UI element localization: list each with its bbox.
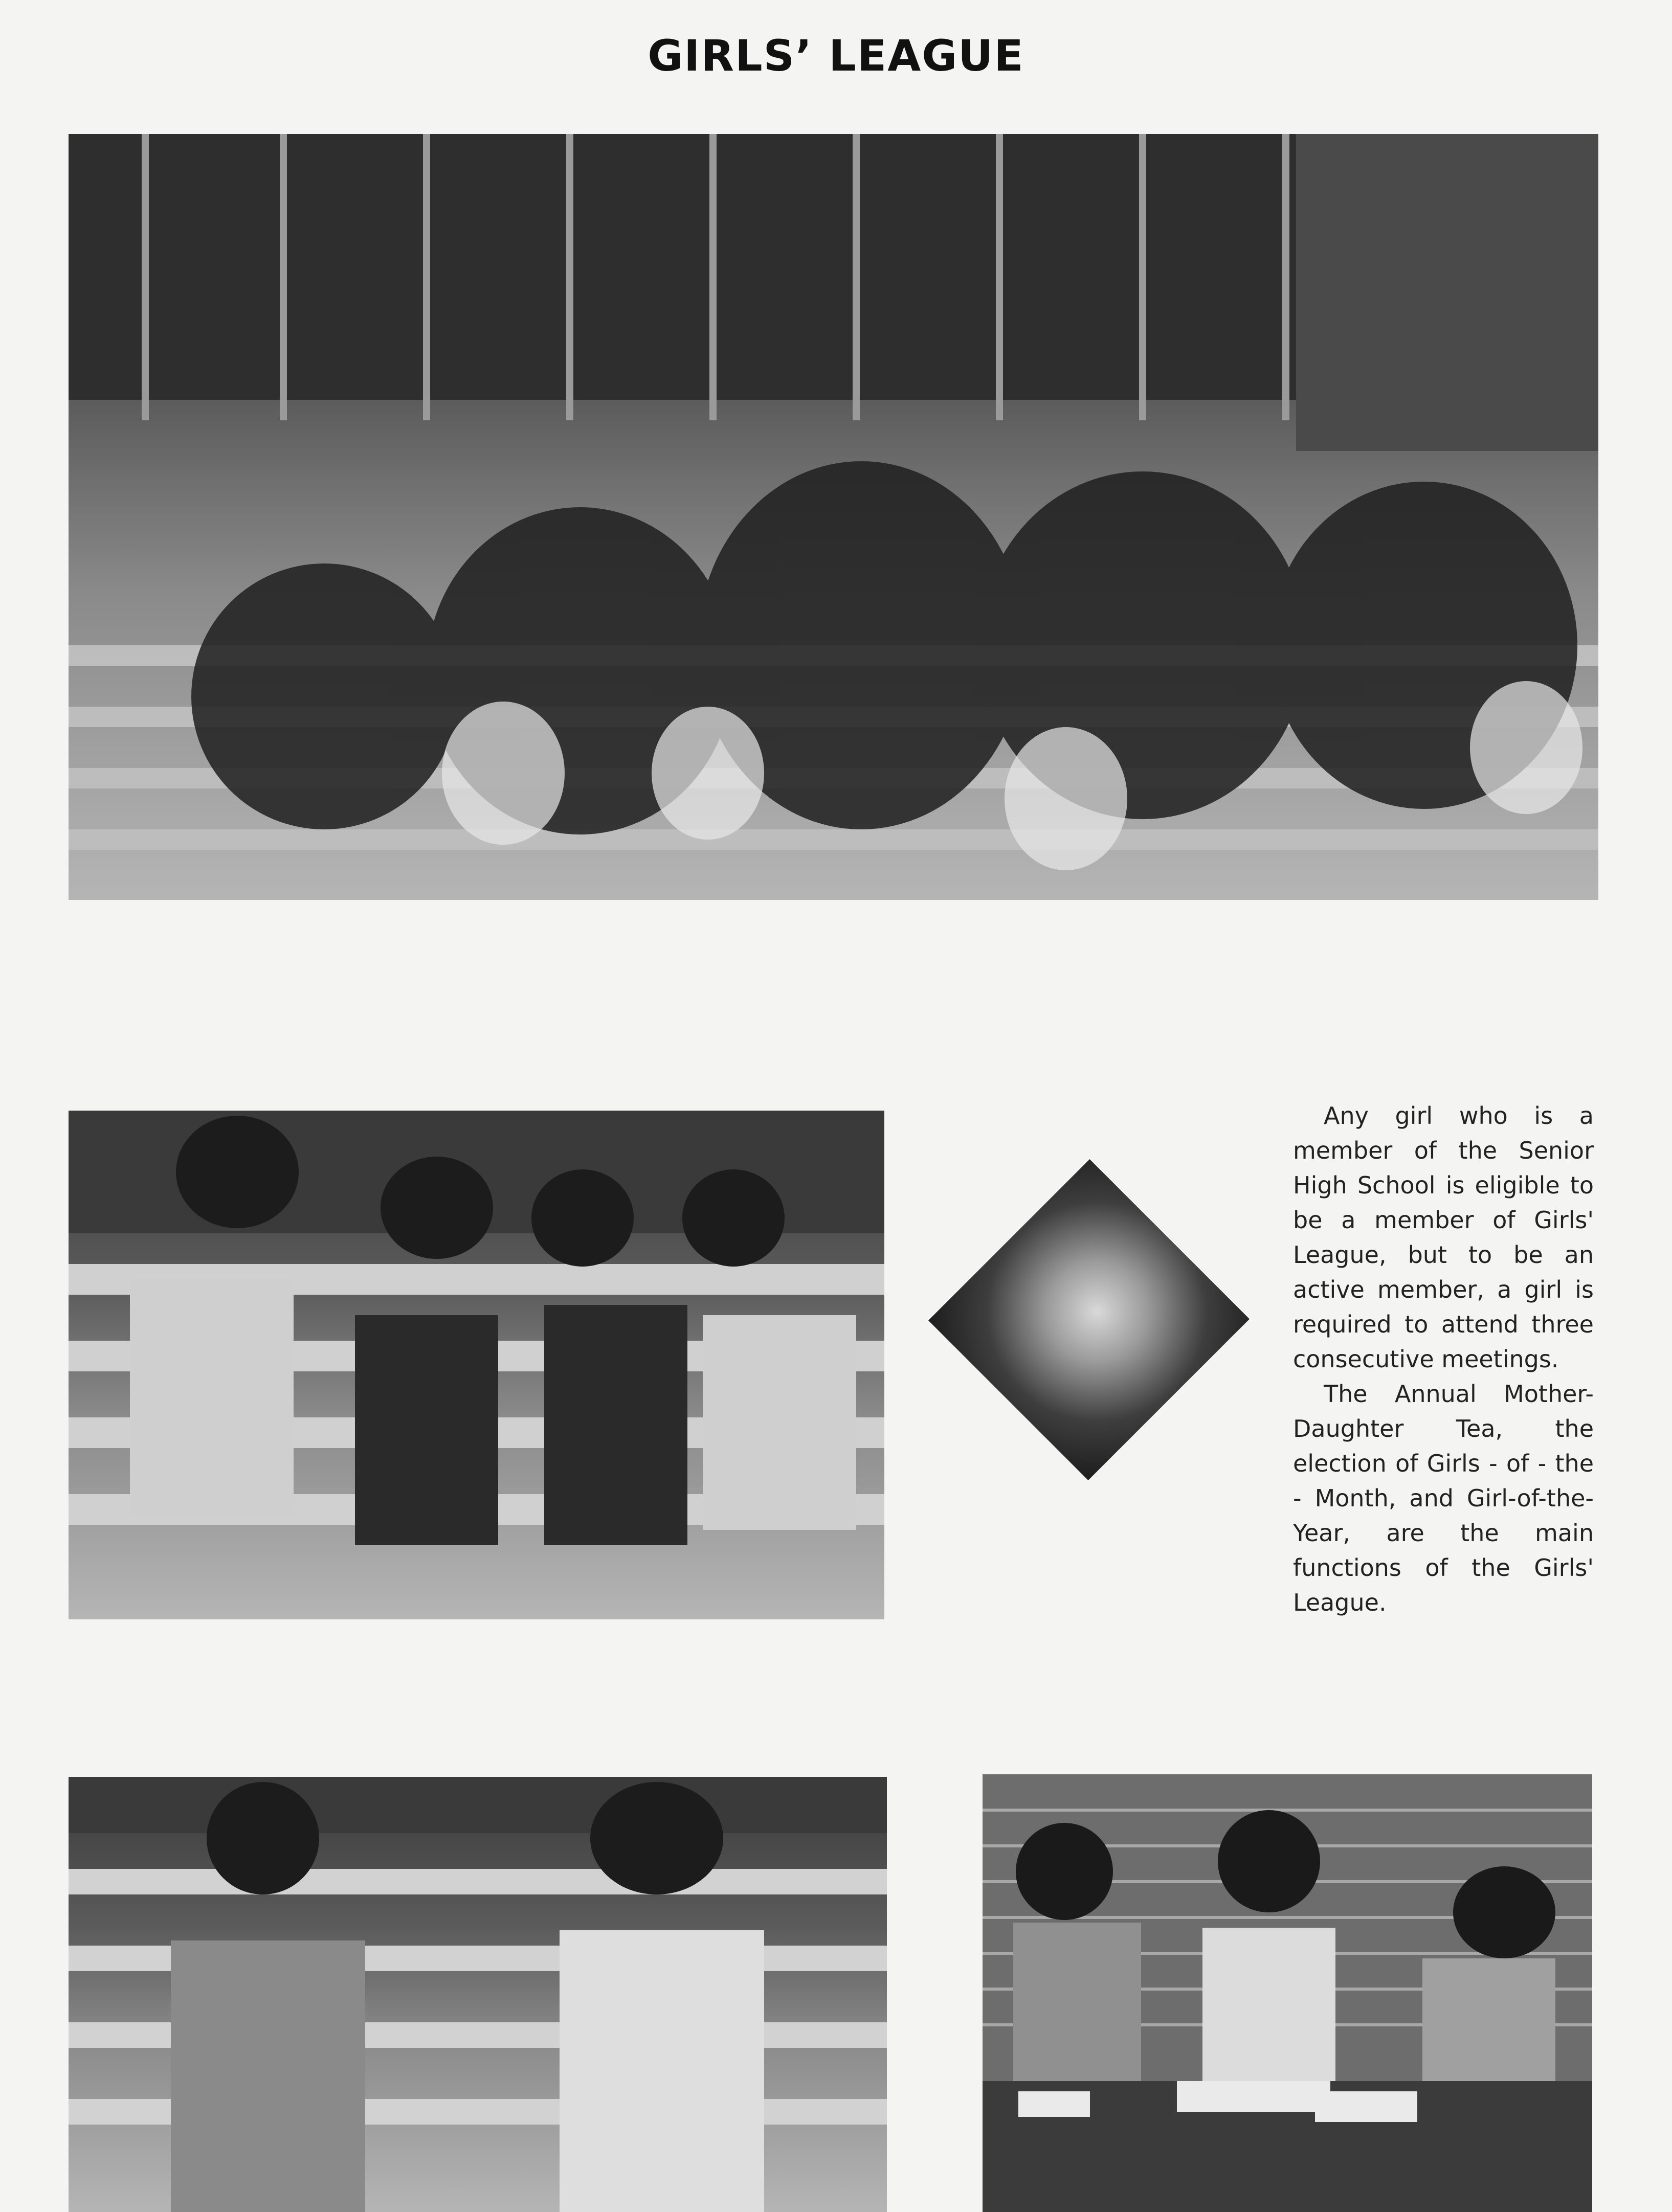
group-photo — [69, 134, 1598, 900]
paragraph-2: The Annual Mother-Daughter Tea, the election of Girls - of - the - Month, and Girl-of-the-Year, are the main functions of the Girls' League. — [1293, 1380, 1594, 1616]
article-text — [1293, 1098, 1594, 1620]
four-girls-photo — [69, 1111, 884, 1619]
table-photo — [983, 1774, 1592, 2212]
paragraph-1: Any girl who is a member of the Senior High School is eligible to be a member of Girls' League, but to be an active member, a girl is required to attend three consecutive meetings. — [1293, 1102, 1594, 1373]
page-title: GIRLS’ LEAGUE — [648, 31, 1024, 81]
portrait-photo — [929, 1159, 1249, 1481]
two-girls-photo — [69, 1777, 887, 2212]
